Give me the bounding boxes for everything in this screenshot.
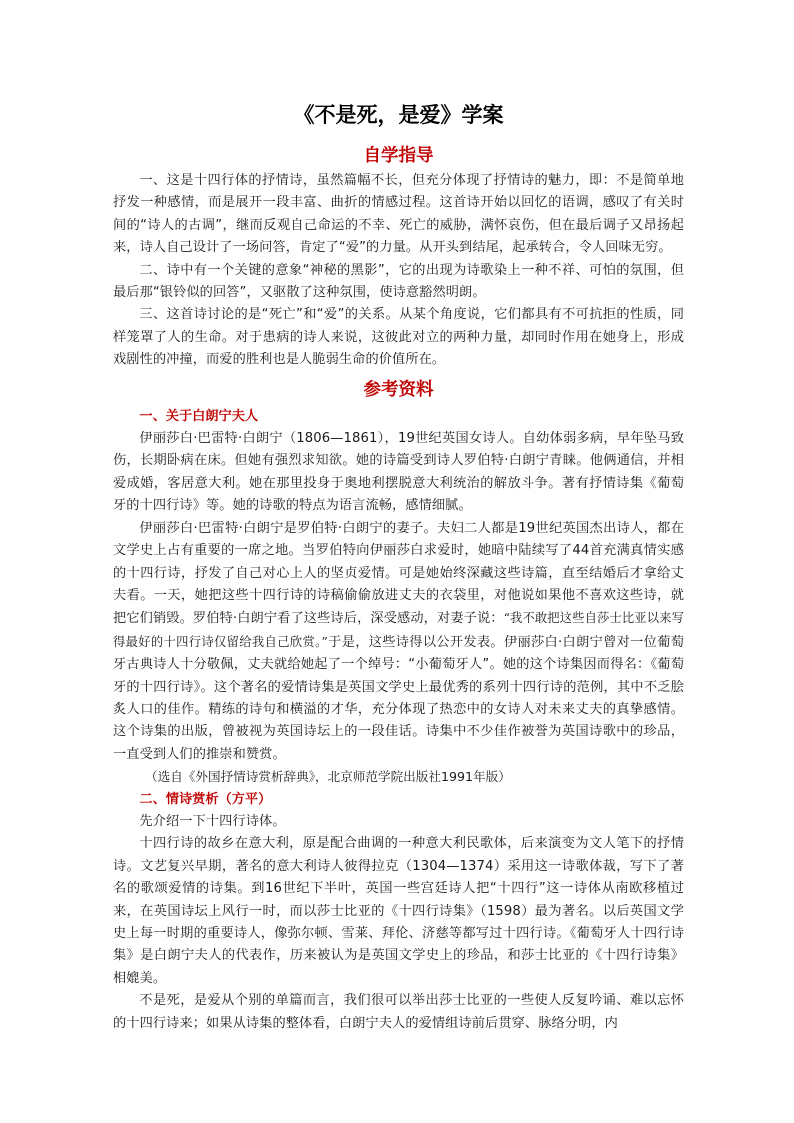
- paragraph: 二、诗中有一个关键的意象“神秘的黑影”，它的出现为诗歌染上一种不祥、可怕的氛围，但最后那“银铃似的回答”，又驱散了这种氛围，使诗意豁然明朗。: [113, 262, 684, 301]
- document-title: 《不是死，是爱》学案: [293, 103, 504, 127]
- paragraph-text: 于是，这些诗得以公开发表。伊丽莎白·白朗宁曾对一位葡萄牙古典诗人十分敬佩，丈夫就给她起了一个绰号：“小葡萄牙人”。她的这个诗集因而得名：《葡萄牙的十四行诗》。这个著名的爱情诗集是英国文学史上最优秀的系列十四行诗的范例，其中不乏脍炙人口的佳作。精练的诗句和横溢的才华，充分体现了热恋中的女诗人对未来丈夫的真挚感情。这个诗集的出版，曾被视为英国诗坛上的一段佳话。诗集中不少佳作被誉为英国诗歌中的珍品，一直受到人们的推崇和赞赏。: [113, 634, 685, 762]
- paragraph: 不是死，是爱从个别的单篇而言，我们很可以举出莎士比亚的一些使人反复吟诵、难以忘怀的十四行诗来；如果从诗集的整体看，白朗宁夫人的爱情组诗前后贯穿、脉络分明，内: [113, 993, 684, 1031]
- document-page: [113, 98, 684, 1035]
- paragraph: 伊丽莎白·巴雷特·白朗宁（1806—1861），19世纪英国女诗人。自幼体弱多病，早年坠马致伤，长期卧病在床。但她有强烈求知欲。她的诗篇受到诗人罗伯特·白朗宁青睐。他俩通信，并相爱成婚，客居意大利。她在那里投身于奥地利摆脱意大利统治的解放斗争。著有抒情诗集《葡萄牙的十四行诗》等。她的诗歌的特点为语言流畅，感情细腻。: [113, 431, 684, 514]
- paragraph: 一、这是十四行体的抒情诗，虽然篇幅不长，但充分体现了抒情诗的魅力，即：不是简单地抒发一种感情，而是展开一段丰富、曲折的情感过程。这首诗开始以回忆的语调，感叹了有关时间的“诗人的古调”，继而反观自己命运的不幸、死亡的威胁，满怀哀伤，但在最后调子又昂扬起来，诗人自己设计了一场问答，肯定了“爱”的力量。从开头到结尾，起承转合，令人回味无穷。: [113, 173, 684, 256]
- quotation: “我不敢把这些自莎士比亚以来写得最好的十四行诗仅留给我自己欣赏。”: [113, 611, 684, 649]
- paragraph: 十四行诗的故乡在意大利，原是配合曲调的一种意大利民歌体，后来演变为文人笔下的抒情诗。文艺复兴早期，著名的意大利诗人彼得拉克（1304—1374）采用这一诗歌体裁，写下了著名的歌颂爱情的诗集。到16世纪下半叶，英国一些宫廷诗人把“十四行”这一诗体从南欧移植过来，在英国诗坛上风行一时，而以莎士比亚的《十四行诗集》（1598）最为著名。以后英国文学史上每一时期的重要诗人，像弥尔顿、雪莱、拜伦、济慈等都写过十四行诗。《葡萄牙人十四行诗集》是白朗宁夫人的代表作，历来被认为是英国文学史上的珍品，和莎士比亚的《十四行诗集》相媲美。: [113, 836, 684, 986]
- paragraph: 三、这首诗讨论的是“死亡”和“爱”的关系。从某个角度说，它们都具有不可抗拒的性质，同样笼罩了人的生命。对于患病的诗人来说，这彼此对立的两种力量，却同时作用在她身上，形成戏剧性的冲撞，而爱的胜利也是人脆弱生命的价值所在。: [113, 307, 684, 368]
- paragraph: [113, 518, 684, 766]
- section-heading-references: 参考资料: [363, 379, 434, 400]
- source-citation: （选自《外国抒情诗赏析辞典》，北京师范学院出版社1991年版）: [145, 769, 511, 785]
- paragraph-text: 伊丽莎白·巴雷特·白朗宁是罗伯特·白朗宁的妻子。夫妇二人都是19世纪英国杰出诗人，都在文学史上占有重要的一席之地。当罗伯特向伊丽莎白求爱时，她暗中陆续写了44首充满真情实感的十四行诗，抒发了自己对心上人的坚贞爱情。可是她始终深藏这些诗篇，直至结婚后才拿给丈夫看。一天，她把这些十四行诗的诗稿偷偷放进丈夫的衣袋里，对他说如果他不喜欢这些诗，就把它们销毁。罗伯特·白朗宁看了这些诗后，深受感动，对妻子说：: [113, 520, 684, 627]
- paragraph: 先介绍一下十四行诗体。: [139, 813, 286, 829]
- subheading-about-browning: 一、关于白朗宁夫人: [139, 408, 259, 424]
- section-heading-self-study: 自学指导: [363, 146, 434, 166]
- subheading-appreciation: 二、情诗赏析（方平）: [139, 791, 272, 807]
